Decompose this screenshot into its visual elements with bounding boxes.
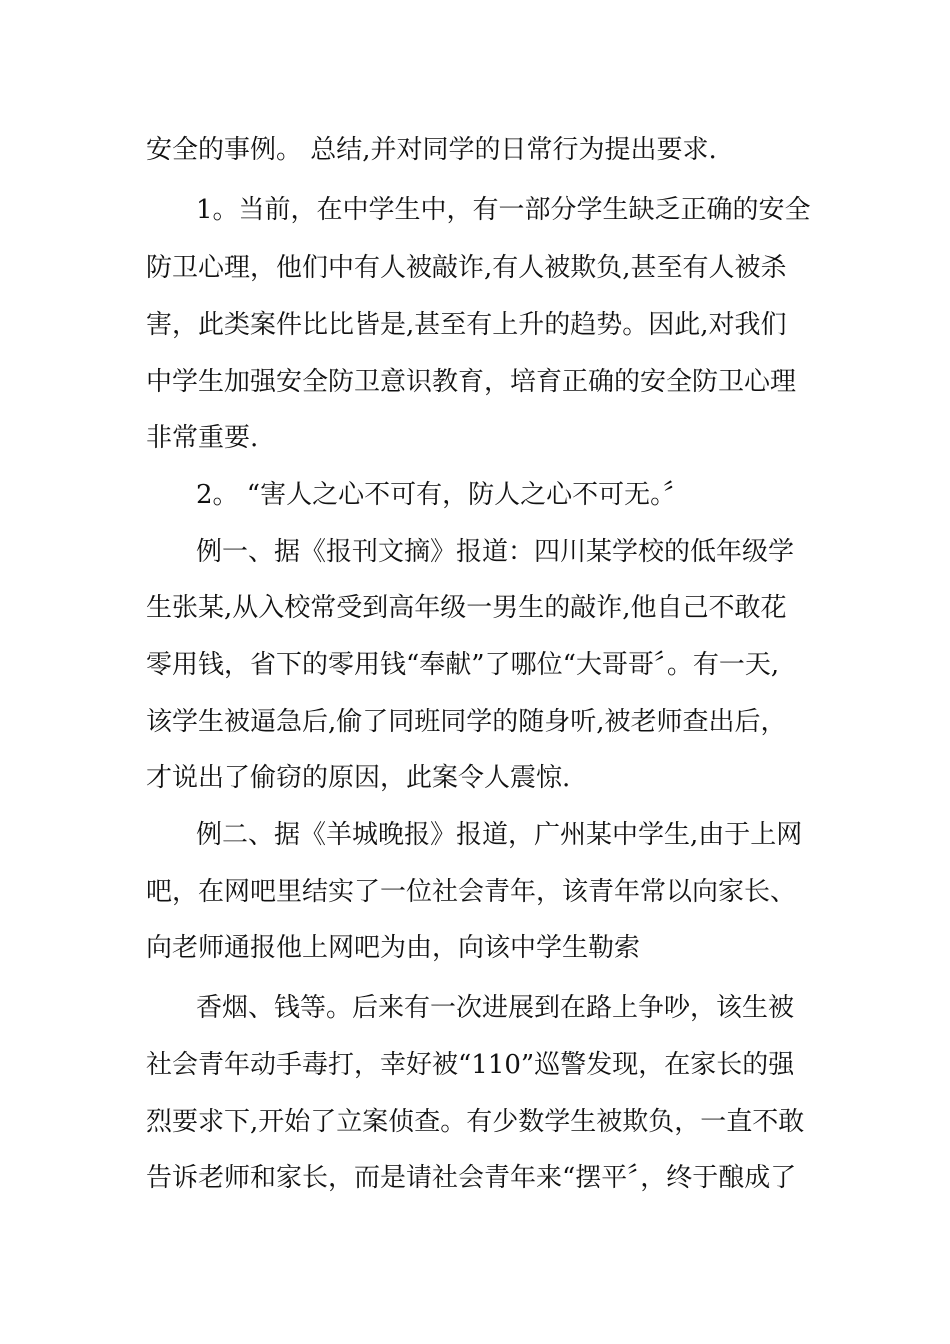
text-line: 非常重要. [146,423,259,453]
text-line: 害，此类案件比比皆是,甚至有上升的趋势。因此,对我们 [146,310,787,340]
text-line: 香烟、钱等。后来有一次进展到在路上争吵，该生被 [196,993,795,1023]
text-line: 烈要求下,开始了立案侦查。有少数学生被欺负，一直不敢 [146,1107,805,1137]
text-line: 例二、据《羊城晚报》报道，广州某中学生,由于上网 [196,820,803,850]
text-line: 告诉老师和家长，而是请社会青年来“摆平〞，终于酿成了 [146,1163,797,1193]
text-line: 1。当前，在中学生中，有一部分学生缺乏正确的安全 [196,195,811,225]
text-line: 2。 “害人之心不可有，防人之心不可无。〞 [196,480,690,510]
text-line: 安全的事例。 总结,并对同学的日常行为提出要求. [146,135,717,165]
text-line: 例一、据《报刊文摘》报道：四川某学校的低年级学 [196,537,795,567]
text-line: 零用钱，省下的零用钱“奉献”了哪位“大哥哥〞。有一天, [146,650,780,680]
text-line: 才说出了偷窃的原因，此案令人震惊. [146,763,571,793]
text-line: 中学生加强安全防卫意识教育，培育正确的安全防卫心理 [146,367,797,397]
text-line: 防卫心理，他们中有人被敲诈,有人被欺负,甚至有人被杀 [146,253,787,283]
text-line: 吧，在网吧里结实了一位社会青年，该青年常以向家长、 [146,877,797,907]
text-line: 社会青年动手毒打，幸好被“110”巡警发现，在家长的强 [146,1050,795,1080]
text-line: 该学生被逼急后,偷了同班同学的随身听,被老师查出后， [146,707,787,737]
text-line: 生张某,从入校常受到高年级一男生的敲诈,他自己不敢花 [146,593,787,623]
text-line: 向老师通报他上网吧为由，向该中学生勒索 [146,933,641,963]
